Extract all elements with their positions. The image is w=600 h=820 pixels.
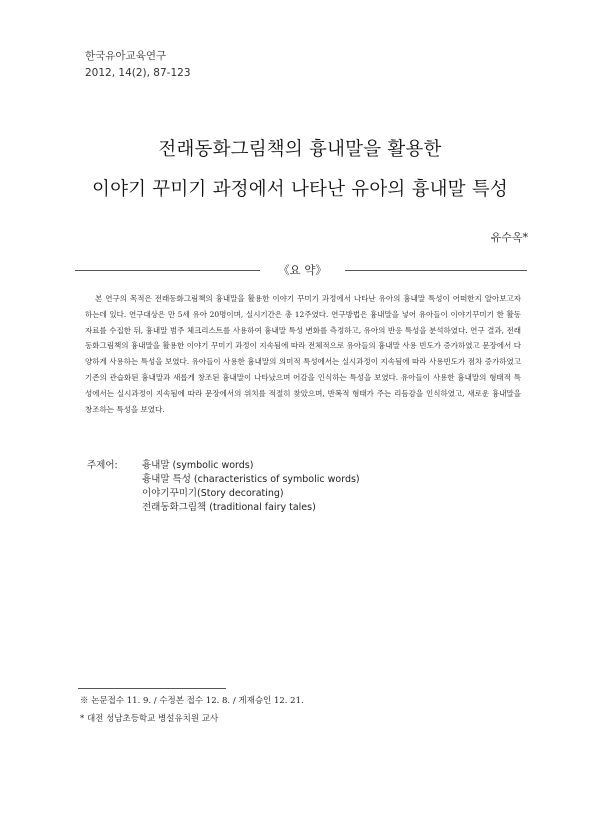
journal-header — [85, 48, 191, 82]
footnote-affiliation: * 대전 성남초등학교 병설유치원 교사 — [80, 714, 219, 724]
keyword-item: 전래동화그림책 (traditional fairy tales) — [142, 502, 316, 513]
keyword-item: 흉내말 (symbolic words) — [142, 460, 254, 471]
footnote-rule — [78, 688, 226, 689]
abstract-body: 본 연구의 목적은 전래동화그림책의 흉내말을 활용한 이야기 꾸미기 과정에서 나타난 유아의 흉내말 특성이 어떠한지 알아보고자 하는데 있다. 연구대상은 만 5세 유아 20명이며, 실시기간은 총 12주였다. 연구방법은 흉내말을 넣어 유아들이 이야기꾸미기 한 활동 자료를 수집한 뒤, 흉내말 범주 체크리스트를 사용하여 흉내말 특성 변화를 측정하고, 유아의 반응 특성을 분석하였다. 연구 결과, 전래동화그림책의 흉내말을 활용한 이야기 꾸미기 과정이 지속됨에 따라 전체적으로 유아들의 흉내말 사용 빈도가 증가하였고 문장에서 다양하게 사용하는 특성을 보였다. 유아들이 사용한 흉내말의 의미적 특성에서는 실시과정이 지속됨에 따라 사용빈도가 점차 증가하였고 기존의 관습화된 흉내말과 새롭게 창조된 흉내말이 나타났으며 어감을 인식하는 특성을 보였다. 유아들이 사용한 흉내말의 형태적 특성에서는 실시과정이 지속됨에 따라 문장에서의 위치를 적절히 찾았으며, 반복적 형태가 주는 리듬감을 인식하였고, 새로운 흉내말을 창조하는 특성을 보였다. — [85, 294, 521, 414]
keywords-label: 주제어: — [87, 460, 118, 471]
keywords-block — [87, 459, 360, 515]
paper-title-line-2: 이야기 꾸미기 과정에서 나타난 유아의 흉내말 특성 — [92, 179, 508, 200]
keyword-item: 흉내말 특성 (characteristics of symbolic words) — [142, 474, 360, 485]
abstract-rule-left — [75, 270, 260, 271]
footnote-dates: ※ 논문접수 11. 9. / 수정본 접수 12. 8. / 게재승인 12. 21. — [80, 696, 304, 706]
journal-name: 한국유아교육연구 — [85, 50, 167, 62]
keyword-row — [87, 459, 360, 473]
paper-title-line-1: 전래동화그림책의 흉내말을 활용한 — [158, 139, 442, 160]
abstract-rule-right — [345, 270, 527, 271]
journal-citation: 2012, 14(2), 87-123 — [85, 67, 191, 79]
keyword-row — [87, 487, 360, 501]
keyword-row — [87, 473, 360, 487]
keyword-row — [87, 501, 360, 515]
abstract-heading: 《요 약》 — [278, 263, 327, 277]
keyword-item: 이야기꾸미기(Story decorating) — [142, 488, 284, 499]
author-name: 유수옥* — [490, 231, 528, 244]
